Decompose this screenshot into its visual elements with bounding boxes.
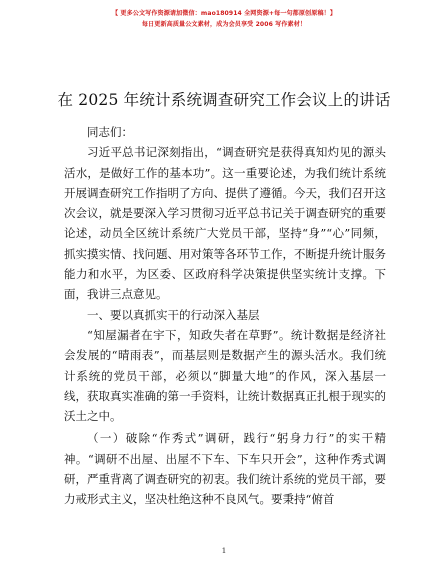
promo-line-1: 【 更多公文写作资源请加微信：mao180914 全网资源+每一句都原创原稿！】 [111, 10, 337, 17]
paragraph-section-1: “知屋漏者在宇下，知政失者在草野”。统计数据是经济社会发展的“晴雨表”，而基层则是数据产生的源头活水。我们统计系统的党员干部，必须以“脚量大地”的作风，深入基层一线，获取真实准确的第一手资料，让统计数据真正扎根于现实的沃土之中。 [64, 327, 386, 424]
salutation: 同志们： [87, 125, 133, 139]
promo-line-2: 每日更新高质量公文素材，成为会员享受 2006 写作素材！ [141, 21, 307, 28]
paragraph-intro: 习近平总书记深刻指出，“调查研究是获得真知灼见的源头活水，是做好工作的基本功”。这一重要论述，为我们统计系统开展调查研究工作指明了方向、提供了遵循。今天，我们召开这次会议，就是要深入学习贯彻习近平总书记关于调查研究的重要论述，动员全区统计系统广大党员干部，坚持“身”“心”同频，抓实摸实情、找问题、用对策等各环节工作，不断提升统计服务能力和水平，为区委、区政府科学决策提供坚实统计支撑。下面，我讲三点意见。 [64, 145, 386, 302]
section-heading-1: 一、要以真抓实干的行动深入基层 [87, 307, 260, 322]
document-body [64, 122, 386, 510]
page-number: 1 [221, 546, 227, 555]
document-title: 在 2025 年统计系统调查研究工作会议上的讲话 [57, 91, 391, 109]
paragraph-subsection-1: （一）破除“作秀式”调研，践行“躬身力行”的实干精神。“调研不出屋、出屋不下车、下车只开会”，这种作秀式调研，严重背离了调查研究的初衷。我们统计系统的党员干部，要力戒形式主义，坚决杜绝这种不良风气。要秉持“俯首 [64, 431, 386, 507]
promo-banner [0, 8, 448, 30]
